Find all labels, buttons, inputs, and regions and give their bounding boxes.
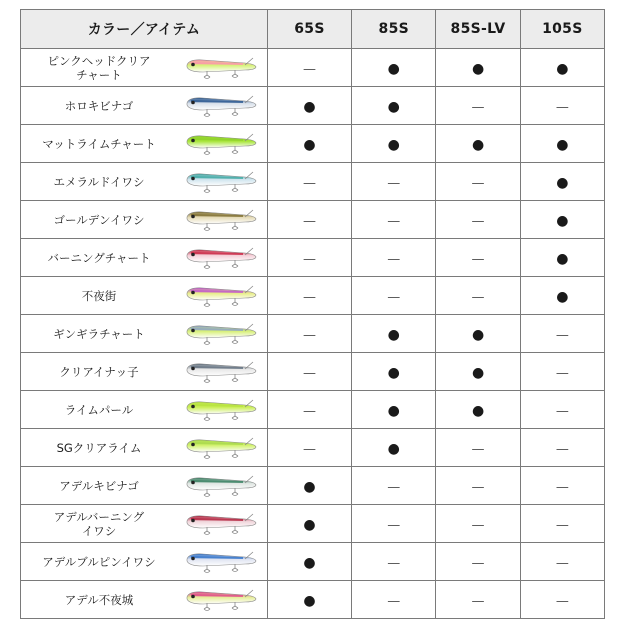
available-dot: ● [387, 403, 400, 419]
available-dot: ● [387, 61, 400, 77]
lure-image [183, 321, 259, 347]
unavailable-dash: — [387, 518, 401, 533]
available-dot: ● [556, 175, 569, 191]
table-row [21, 163, 605, 201]
cell-85s [352, 353, 436, 391]
table-row [21, 239, 605, 277]
lure-image [183, 207, 259, 233]
cell-105s [520, 125, 604, 163]
table-row [21, 429, 605, 467]
cell-85s-lv [436, 581, 520, 619]
cell-85s-lv [436, 505, 520, 543]
cell-65s [267, 239, 351, 277]
cell-105s [520, 239, 604, 277]
color-name: ホロキビナゴ [64, 98, 134, 113]
cell-65s [267, 163, 351, 201]
cell-65s [267, 49, 351, 87]
availability-table [20, 9, 605, 619]
cell-85s-lv [436, 163, 520, 201]
unavailable-dash: — [471, 594, 485, 609]
cell-65s [267, 277, 351, 315]
unavailable-dash: — [302, 404, 316, 419]
cell-65s [267, 87, 351, 125]
cell-65s [267, 505, 351, 543]
table-row [21, 353, 605, 391]
available-dot: ● [471, 365, 485, 381]
lure-image [183, 169, 259, 195]
cell-85s-lv [436, 391, 520, 429]
unavailable-dash: — [471, 480, 485, 495]
unavailable-dash: — [555, 366, 569, 381]
cell-85s [352, 315, 436, 353]
available-dot: ● [471, 61, 485, 77]
cell-85s [352, 467, 436, 505]
cell-105s [520, 87, 604, 125]
available-dot: ● [556, 137, 569, 153]
unavailable-dash: — [471, 176, 485, 191]
lure-image [183, 55, 259, 81]
color-cell [21, 353, 268, 391]
available-dot: ● [387, 365, 400, 381]
unavailable-dash: — [387, 594, 401, 609]
unavailable-dash: — [302, 176, 316, 191]
available-dot: ● [303, 517, 316, 533]
header-size-85s-lv: 85S-LV [436, 10, 520, 49]
cell-85s [352, 505, 436, 543]
cell-85s-lv [436, 239, 520, 277]
color-name: クリアイナッ子 [59, 364, 139, 379]
cell-105s [520, 543, 604, 581]
unavailable-dash: — [471, 442, 485, 457]
cell-65s [267, 467, 351, 505]
color-name: アデルブルピンイワシ [42, 554, 156, 569]
lure-image [183, 93, 259, 119]
lure-image [183, 549, 259, 575]
lure-image [183, 435, 259, 461]
header-row [21, 10, 605, 49]
unavailable-dash: — [387, 176, 401, 191]
lure-image [183, 131, 259, 157]
table-row [21, 125, 605, 163]
color-cell [21, 505, 268, 543]
unavailable-dash: — [302, 252, 316, 267]
cell-85s-lv [436, 315, 520, 353]
color-cell [21, 87, 268, 125]
available-dot: ● [303, 593, 316, 609]
unavailable-dash: — [471, 100, 485, 115]
unavailable-dash: — [387, 480, 401, 495]
cell-85s-lv [436, 201, 520, 239]
table-row [21, 505, 605, 543]
cell-65s [267, 353, 351, 391]
color-cell [21, 163, 268, 201]
unavailable-dash: — [555, 518, 569, 533]
unavailable-dash: — [471, 252, 485, 267]
cell-65s [267, 315, 351, 353]
table-row [21, 201, 605, 239]
cell-105s [520, 163, 604, 201]
unavailable-dash: — [471, 518, 485, 533]
available-dot: ● [387, 137, 400, 153]
color-cell [21, 429, 268, 467]
cell-65s [267, 543, 351, 581]
available-dot: ● [471, 137, 485, 153]
unavailable-dash: — [555, 480, 569, 495]
color-name: アデル不夜城 [64, 592, 134, 607]
available-dot: ● [556, 213, 569, 229]
color-name: マットライムチャート [42, 136, 156, 151]
unavailable-dash: — [302, 366, 316, 381]
lure-image [183, 245, 259, 271]
color-cell [21, 201, 268, 239]
color-cell [21, 315, 268, 353]
table-row [21, 315, 605, 353]
unavailable-dash: — [387, 556, 401, 571]
available-dot: ● [471, 327, 485, 343]
cell-85s [352, 239, 436, 277]
header-size-65s: 65S [267, 10, 351, 49]
cell-85s-lv [436, 467, 520, 505]
cell-85s [352, 391, 436, 429]
cell-85s [352, 543, 436, 581]
color-name: ピンクヘッドクリア チャート [47, 53, 151, 82]
cell-105s [520, 277, 604, 315]
available-dot: ● [303, 479, 316, 495]
table-row [21, 277, 605, 315]
unavailable-dash: — [302, 214, 316, 229]
table-row [21, 543, 605, 581]
color-cell [21, 391, 268, 429]
cell-105s [520, 467, 604, 505]
available-dot: ● [471, 403, 485, 419]
available-dot: ● [556, 61, 569, 77]
cell-105s [520, 201, 604, 239]
unavailable-dash: — [555, 328, 569, 343]
cell-85s [352, 201, 436, 239]
cell-85s [352, 277, 436, 315]
header-size-85s: 85S [352, 10, 436, 49]
table-row [21, 391, 605, 429]
lure-image [183, 587, 259, 613]
unavailable-dash: — [471, 556, 485, 571]
color-name: エメラルドイワシ [53, 174, 145, 189]
unavailable-dash: — [302, 328, 316, 343]
color-name: アデルバーニング イワシ [53, 509, 145, 538]
cell-105s [520, 429, 604, 467]
cell-85s [352, 581, 436, 619]
lure-image [183, 359, 259, 385]
header-size-105s: 105S [520, 10, 604, 49]
color-cell [21, 467, 268, 505]
cell-105s [520, 505, 604, 543]
unavailable-dash: — [555, 556, 569, 571]
unavailable-dash: — [302, 62, 316, 77]
available-dot: ● [387, 441, 400, 457]
cell-105s [520, 581, 604, 619]
color-cell [21, 125, 268, 163]
cell-85s-lv [436, 277, 520, 315]
color-name: アデルキビナゴ [59, 478, 139, 493]
cell-105s [520, 49, 604, 87]
unavailable-dash: — [387, 214, 401, 229]
table-row [21, 87, 605, 125]
color-name: ギンギラチャート [53, 326, 145, 341]
unavailable-dash: — [471, 290, 485, 305]
cell-65s [267, 391, 351, 429]
available-dot: ● [387, 327, 400, 343]
cell-65s [267, 125, 351, 163]
color-cell [21, 239, 268, 277]
color-name: バーニングチャート [47, 250, 151, 265]
cell-105s [520, 353, 604, 391]
cell-85s [352, 429, 436, 467]
available-dot: ● [387, 99, 400, 115]
cell-85s [352, 125, 436, 163]
available-dot: ● [303, 137, 316, 153]
cell-85s-lv [436, 353, 520, 391]
cell-65s [267, 201, 351, 239]
lure-image [183, 397, 259, 423]
table-row [21, 49, 605, 87]
color-name: SGクリアライム [56, 440, 142, 455]
cell-85s [352, 163, 436, 201]
unavailable-dash: — [555, 594, 569, 609]
cell-85s-lv [436, 87, 520, 125]
available-dot: ● [556, 289, 569, 305]
color-cell [21, 581, 268, 619]
cell-105s [520, 315, 604, 353]
table-row [21, 467, 605, 505]
lure-image [183, 473, 259, 499]
color-cell [21, 277, 268, 315]
cell-85s-lv [436, 543, 520, 581]
unavailable-dash: — [302, 442, 316, 457]
lure-image [183, 511, 259, 537]
available-dot: ● [303, 99, 316, 115]
cell-85s [352, 87, 436, 125]
cell-85s-lv [436, 49, 520, 87]
color-cell [21, 543, 268, 581]
available-dot: ● [556, 251, 569, 267]
unavailable-dash: — [555, 404, 569, 419]
lure-image [183, 283, 259, 309]
unavailable-dash: — [471, 214, 485, 229]
unavailable-dash: — [555, 100, 569, 115]
cell-85s-lv [436, 429, 520, 467]
color-cell [21, 49, 268, 87]
cell-85s-lv [436, 125, 520, 163]
header-color-item: カラー／アイテム [21, 10, 268, 49]
unavailable-dash: — [302, 290, 316, 305]
color-name: 不夜街 [81, 288, 117, 303]
unavailable-dash: — [387, 252, 401, 267]
cell-65s [267, 429, 351, 467]
cell-65s [267, 581, 351, 619]
table-row [21, 581, 605, 619]
available-dot: ● [303, 555, 316, 571]
color-name: ライムパール [64, 402, 134, 417]
unavailable-dash: — [387, 290, 401, 305]
unavailable-dash: — [555, 442, 569, 457]
cell-105s [520, 391, 604, 429]
color-name: ゴールデンイワシ [53, 212, 145, 227]
cell-85s [352, 49, 436, 87]
